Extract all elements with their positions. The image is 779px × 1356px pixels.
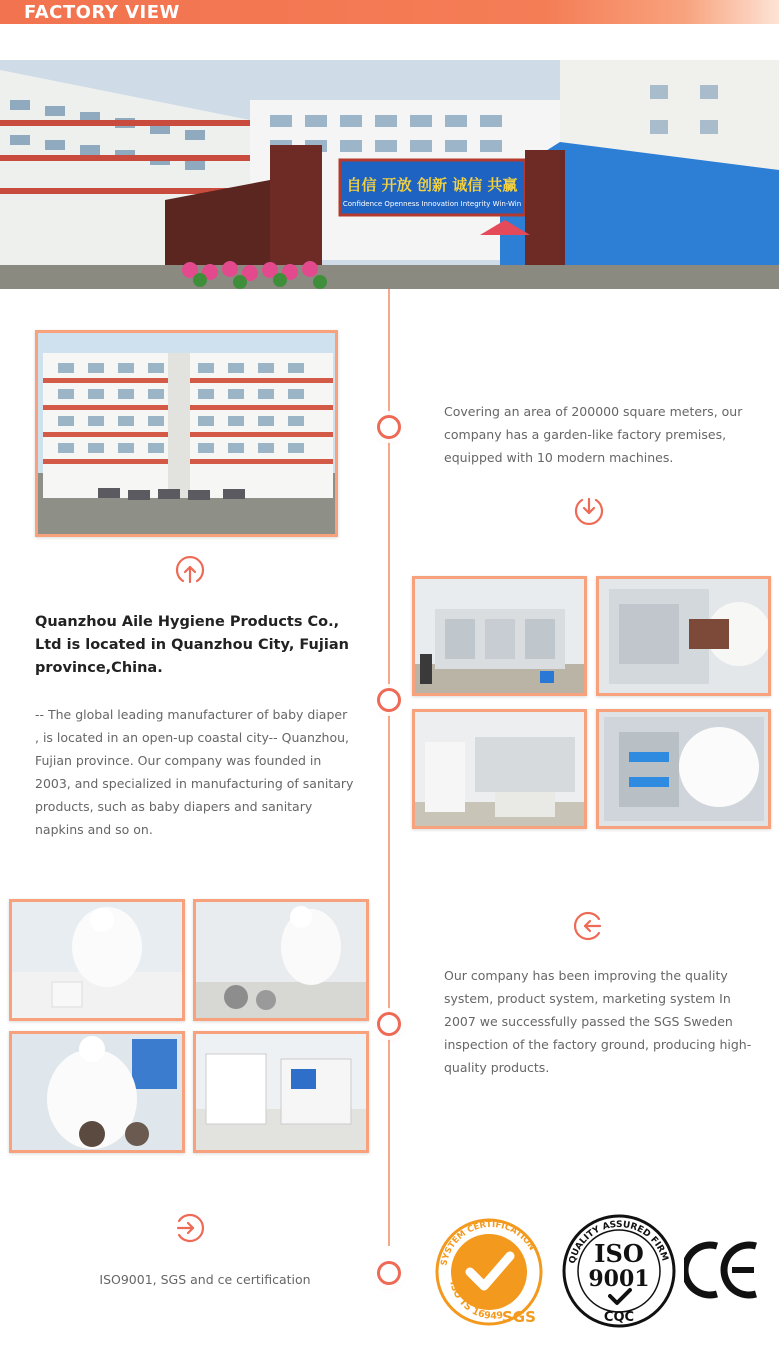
iso9001-cqc-logo [560, 1212, 678, 1330]
timeline-dot-1 [377, 415, 401, 439]
cqc-label: CQC [603, 1310, 635, 1325]
iso-label: ISO [594, 1239, 644, 1268]
ce-mark-logo [684, 1238, 764, 1302]
machine-photo-3 [412, 709, 587, 829]
arrow-up-circle-icon [174, 555, 206, 587]
factory-banner-photo [0, 60, 779, 289]
machine-photo-2 [596, 576, 771, 696]
factory-area-description: Covering an area of 200000 square meters, our company has a garden-like factory premises, equipped with 10 modern machines. [444, 404, 743, 465]
machine-photo-1 [412, 576, 587, 696]
machine-photo-4 [596, 709, 771, 829]
lab-photo-2 [193, 899, 369, 1021]
timeline-dot-3 [377, 1012, 401, 1036]
lab-photo-4 [193, 1031, 369, 1153]
building-photo [35, 330, 338, 537]
company-intro-text: -- The global leading manufacturer of baby diaper , is located in an open-up coastal city-- Quanzhou, Fujian province. Our company was founded in 2003, and specialized in manufacturing of sanitary products, such as baby diapers and sanitary napkins and so on. [35, 707, 354, 837]
certification-caption: ISO9001, SGS and ce certification [99, 1272, 311, 1287]
sgs-standard-text: ISO TS 16949 [447, 1280, 504, 1322]
quality-system-text: Our company has been improving the quality system, product system, marketing system In 2007 we successfully passed the SGS Sweden inspection of the factory ground, producing high-quality products. [444, 968, 752, 1075]
iso-ring-text: QUALITY ASSURED FIRM [567, 1219, 670, 1265]
section-title: FACTORY VIEW [24, 2, 180, 23]
arrow-left-circle-icon [573, 910, 605, 942]
banner-sign-text: 自信 开放 创新 诚信 共赢 [346, 176, 518, 194]
banner-sign-subtext: Confidence Openness Innovation Integrity Win-Win [342, 200, 522, 208]
lab-photo-3 [9, 1031, 185, 1153]
sgs-label: SGS [502, 1308, 536, 1326]
sgs-ring-text: SYSTEM CERTIFICATION [439, 1219, 537, 1267]
timeline-dot-2 [377, 688, 401, 712]
company-location-heading: Quanzhou Aile Hygiene Products Co., Ltd is located in Quanzhou City, Fujian province,China. [35, 614, 349, 676]
arrow-down-circle-icon [573, 494, 605, 526]
arrow-right-circle-icon [173, 1212, 205, 1244]
iso-number: 9001 [588, 1266, 650, 1292]
timeline-dot-4 [377, 1261, 401, 1285]
section-header-bar [0, 0, 779, 24]
lab-photo-1 [9, 899, 185, 1021]
sgs-certification-logo [432, 1214, 550, 1328]
